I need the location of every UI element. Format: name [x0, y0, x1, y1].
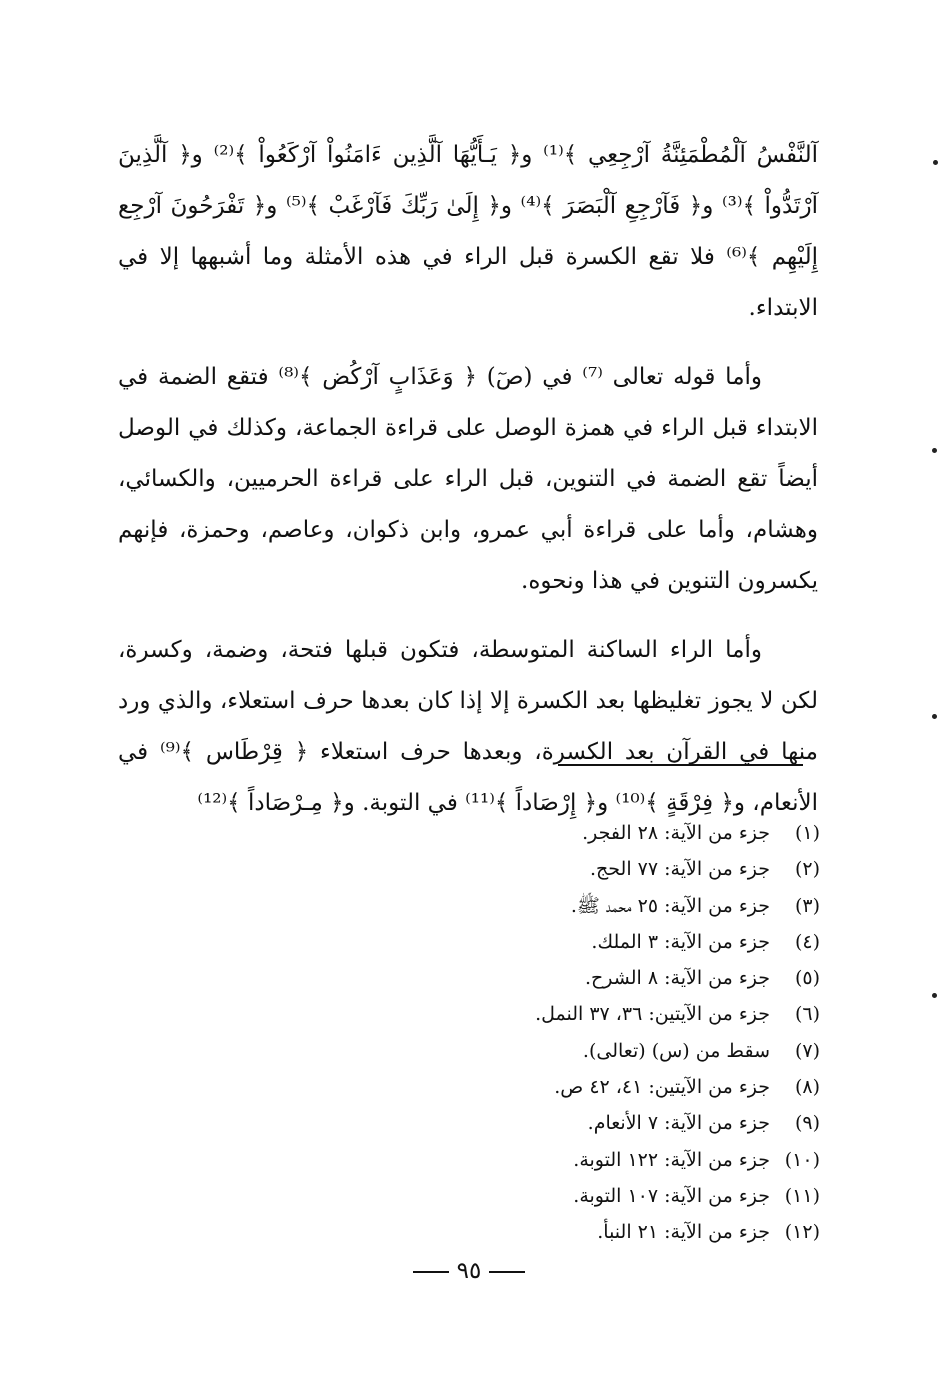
footnote-text: جزء من الآية: ٢٥ محمد ﷺ. [570, 894, 770, 917]
footnote [300, 924, 820, 960]
footnote-text: جزء من الآية: ١٢٢ التوبة. [573, 1148, 770, 1171]
footnote-number: (٣) [794, 894, 820, 917]
footnote-number: (٤) [794, 930, 820, 953]
footnote-number: (١٢) [784, 1221, 820, 1244]
footnote [300, 1214, 820, 1250]
footnote-text: جزء من الآية: ٢١ النبأ. [597, 1221, 770, 1244]
footnote-number: (٧) [794, 1039, 820, 1062]
paragraph-1: آلنَّفْسُ آلْمُطْمَئِنَّةُ آرْجِعِي ﴾⁽¹⁾ و﴿ يَـأَيُّهَا آلَّذِين ءَامَنُواْ آرْكَعُواْ ﴾⁽²⁾ و﴿ آلَّذِينَ آرْتَدُّواْ ﴾⁽³⁾ و﴿ فَآرْجِعِ آلْبَصَرَ ﴾⁽⁴⁾ و﴿ إِلَىٰ رَبِّكَ فَآرْغَبْ ﴾⁽⁵⁾ و﴿ تَفْرَحُونَ آرْجِع إِلَيْهِم ﴾⁽⁶⁾ فلا تقع الكسرة قبل الراء في هذه الأمثلة وما أشبهها إلا في الابتداء. [118, 142, 818, 321]
footnote-number: (١١) [784, 1184, 820, 1207]
page-number-line [0, 1258, 938, 1284]
main-text [118, 130, 818, 847]
footnote [300, 1033, 820, 1069]
footnote [300, 960, 820, 996]
footnote-text: سقط من (س) (تعالى). [582, 1039, 770, 1062]
footnote [300, 815, 820, 851]
footnotes [300, 815, 820, 1251]
footnote-separator [558, 764, 803, 766]
footnote [300, 1142, 820, 1178]
footnote [300, 996, 820, 1032]
footnote-number: (٩) [794, 1112, 820, 1135]
footnote-number: (١) [794, 822, 820, 844]
footnote-number: (٢) [794, 858, 820, 881]
scan-speck [932, 714, 937, 719]
footnote [300, 888, 820, 924]
footnote-text: جزء من الآية: ٧ الأنعام. [587, 1112, 770, 1135]
scan-speck [932, 993, 937, 998]
scan-speck [932, 448, 937, 453]
footnote-text: جزء من الآية: ٢٨ الفجر. [582, 822, 770, 844]
footnote-number: (٨) [794, 1076, 820, 1099]
footnote-text: جزء من الآية: ٧٧ الحج. [589, 858, 770, 881]
footnote-text: جزء من الآية: ١٠٧ التوبة. [573, 1184, 770, 1207]
footnote-text: جزء من الآية: ٨ الشرح. [585, 967, 770, 990]
footnote [300, 1178, 820, 1214]
footnote-text: جزء من الآيتين: ٣٦، ٣٧ النمل. [535, 1003, 770, 1026]
scan-speck [933, 160, 938, 165]
footnote [300, 851, 820, 887]
footnote-number: (٦) [794, 1003, 820, 1026]
footnote [300, 1069, 820, 1105]
footnote-text: جزء من الآية: ٣ الملك. [591, 930, 770, 953]
footnote [300, 1105, 820, 1141]
footnote-text: جزء من الآيتين: ٤١، ٤٢ ص. [554, 1076, 770, 1099]
footnote-number: (٥) [794, 967, 820, 990]
paragraph-3: وأما الراء الساكنة المتوسطة، فتكون قبلها فتحة، وضمة، وكسرة، لكن لا يجوز تغليظها بعد الكسرة إلا إذا كان بعدها حرف استعلاء، والذي ورد منها في القرآن بعد الكسرة، وبعدها حرف استعلاء ﴿ قِرْطَاس ﴾⁽⁹⁾ في الأنعام، و﴿ فِرْقَةٍ ﴾⁽¹⁰⁾ و﴿ إِرْصَاداً ﴾⁽¹¹⁾ في التوبة. و﴿ مِـرْصَاداً ﴾⁽¹²⁾ [118, 637, 818, 816]
paragraph-2: وأما قوله تعالى ⁽⁷⁾ في (صٓ) ﴿ وَعَذَابٍ آرْكُض ﴾⁽⁸⁾ فتقع الضمة في الابتداء قبل الراء في همزة الوصل على قراءة الجماعة، وكذلك في الوصل أيضاً تقع الضمة في التنوين، قبل الراء على قراءة الحرميين، والكسائي، وهشام، وأما على قراءة أبي عمرو، وابن ذكوان، وعاصم، وحمزة، فإنهم يكسرون التنوين في هذا ونحوه. [118, 364, 818, 594]
footnote-number: (١٠) [784, 1148, 820, 1171]
page-number-dash [489, 1271, 525, 1273]
page-number-dash [413, 1271, 449, 1273]
page-number: ٩٥ [456, 1258, 482, 1284]
